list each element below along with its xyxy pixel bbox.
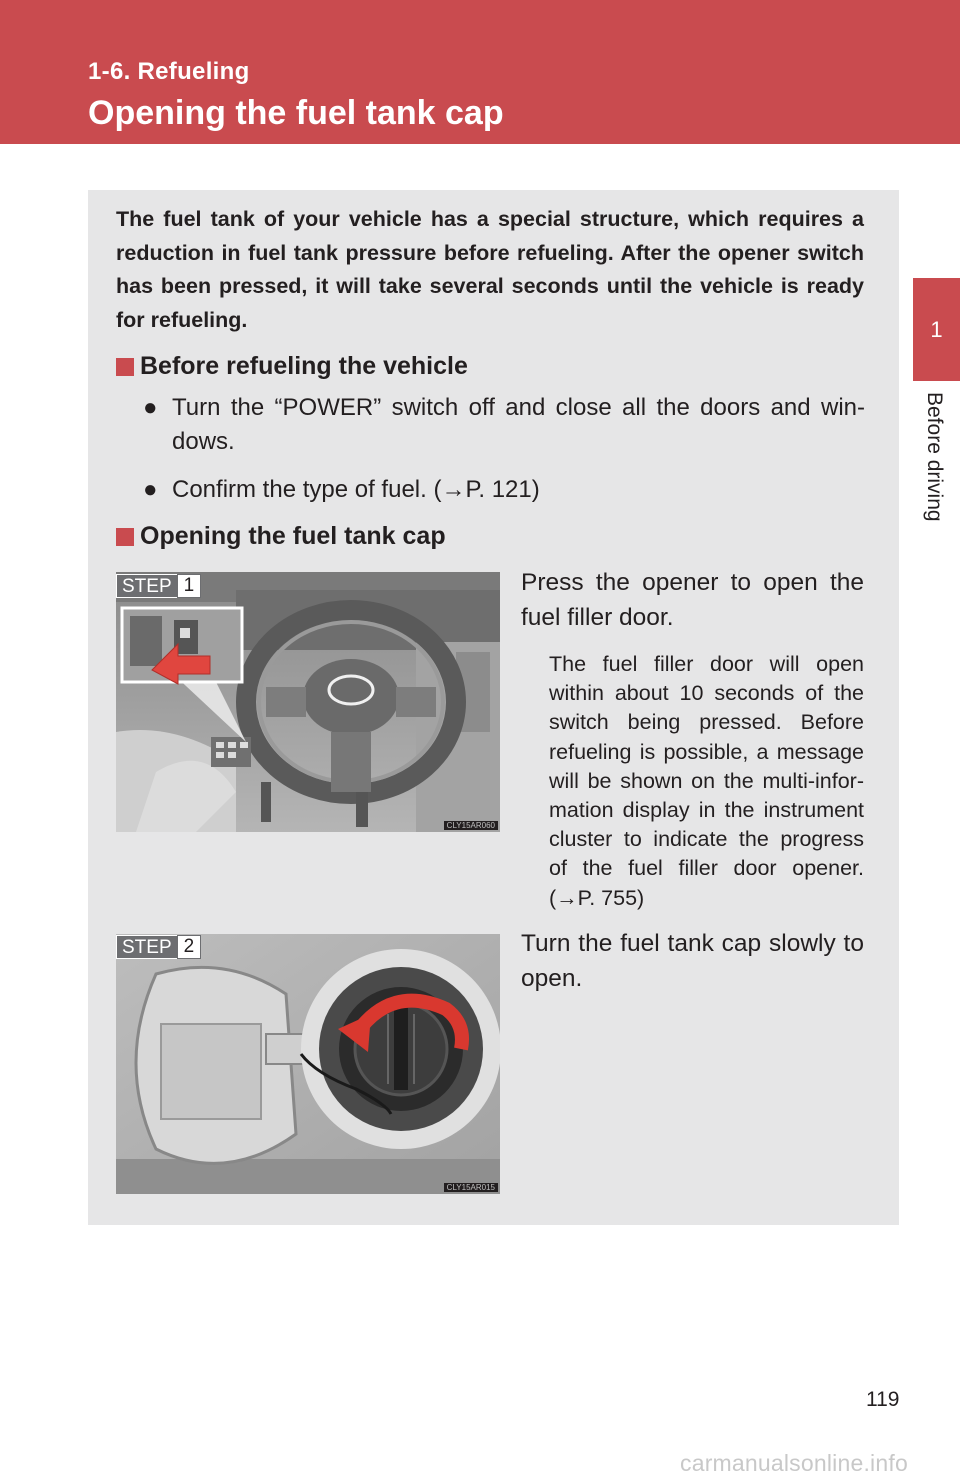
subhead-before-refueling-text: Before refueling the vehicle [140, 352, 468, 380]
step-2-image-code: CLY15AR015 [444, 1183, 498, 1192]
bullet-power-switch-text: Turn the “POWER” switch off and close all the doors and win-dows. [172, 394, 865, 455]
page-number: 119 [866, 1388, 900, 1411]
bullet-dot-icon: ● [143, 476, 158, 503]
intro-paragraph: The fuel tank of your vehicle has a special structure, which requires a reduction in fuel tank pressure before refueling. After the opener switch has been pressed, it will take several seconds until the vehicle is ready for refueling. [116, 207, 864, 332]
step-1-note: The fuel filler door will open within about 10 seconds of the switch being pressed. Before refueling is possible, a message will be shown on the multi-infor-mation display in the instrument cluster to indicate the progress of the fuel filler door opener. (→P. 755) [549, 652, 864, 910]
step-1-image-code: CLY15AR060 [444, 821, 498, 830]
fuel-cap-illustration [116, 934, 500, 1194]
step-2-badge-word: STEP [116, 935, 177, 959]
bullet-fuel-type [143, 473, 865, 507]
step-2-illustration [116, 934, 500, 1194]
step-1-instruction: Press the opener to open the fuel filler door. [521, 569, 864, 631]
square-bullet-icon [116, 528, 134, 546]
bullet-power-switch [143, 391, 865, 459]
chapter-tab-number: 1 [930, 316, 943, 342]
step-1-illustration [116, 572, 500, 832]
page-title: Opening the fuel tank cap [88, 94, 504, 132]
subhead-opening-cap [116, 522, 446, 551]
dashboard-opener-illustration [116, 572, 500, 832]
step-2-badge-number: 2 [177, 935, 202, 959]
chapter-tab[interactable] [913, 278, 960, 381]
watermark-text[interactable]: carmanualsonline.info [680, 1450, 908, 1476]
step-1-badge-number: 1 [177, 574, 202, 598]
square-bullet-icon [116, 358, 134, 376]
bullet-fuel-type-text: Confirm the type of fuel. (→P. 121) [172, 476, 540, 503]
step-1-badge [116, 574, 201, 598]
section-label: 1-6. Refueling [88, 58, 250, 85]
step-2-instruction: Turn the fuel tank cap slowly to open. [521, 930, 864, 992]
step-2-badge [116, 935, 201, 959]
bullet-dot-icon: ● [143, 394, 158, 421]
step-1-badge-word: STEP [116, 574, 177, 598]
subhead-opening-cap-text: Opening the fuel tank cap [140, 522, 446, 550]
subhead-before-refueling [116, 352, 468, 381]
chapter-tab-label: Before driving [923, 392, 946, 522]
